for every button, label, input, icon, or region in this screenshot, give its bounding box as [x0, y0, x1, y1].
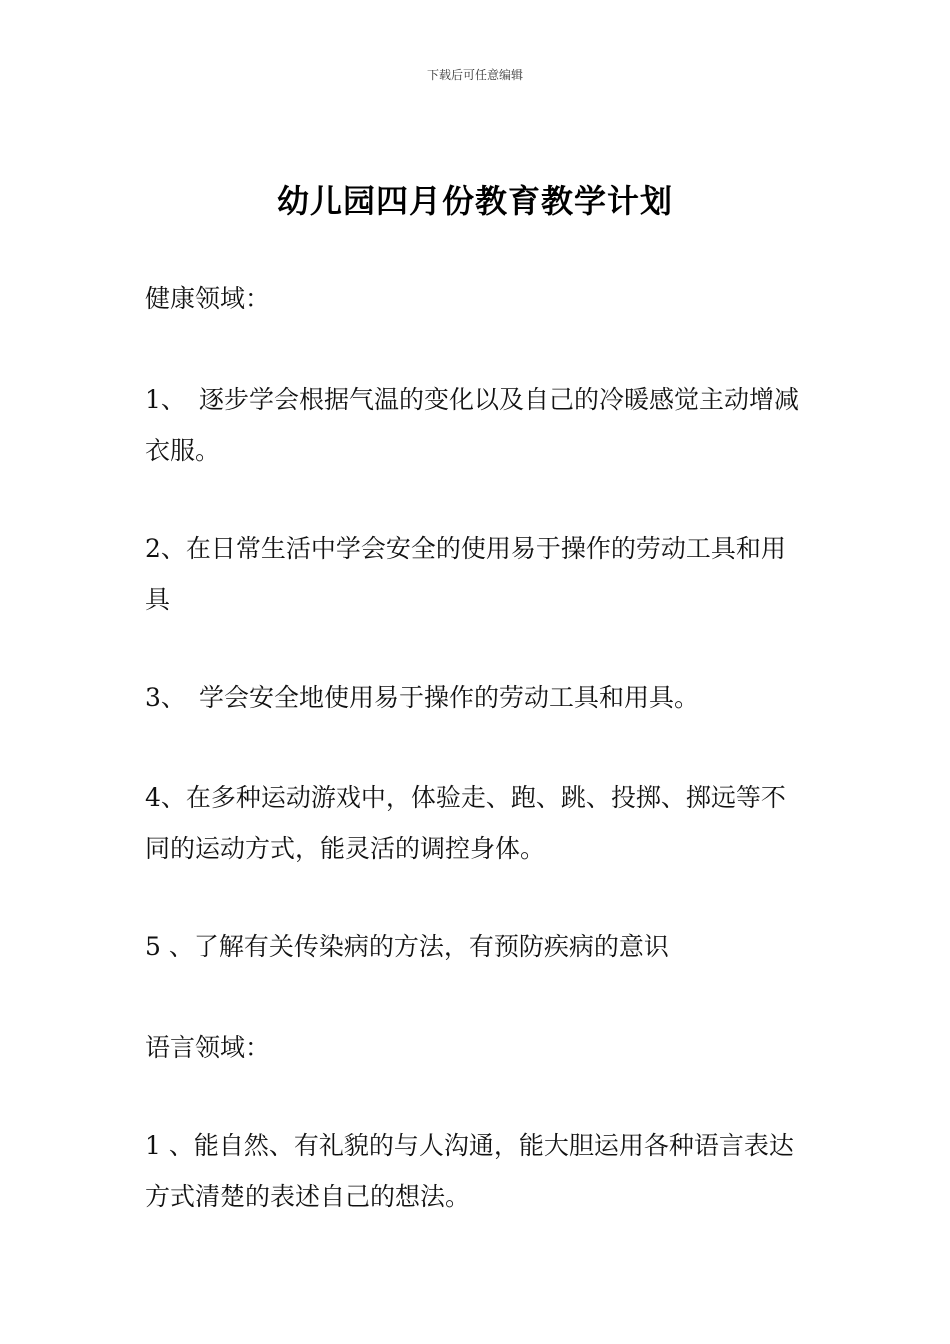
list-item — [145, 921, 810, 972]
list-item — [145, 772, 810, 874]
item-text: 在多种运动游戏中，体验走、跑、跳、投掷、掷远等不同的运动方式，能灵活的调控身体。 — [145, 783, 786, 863]
list-item — [145, 523, 810, 625]
item-text: 学会安全地使用易于操作的劳动工具和用具。 — [199, 683, 700, 712]
item-number: 2、 — [145, 534, 186, 563]
item-number: 4、 — [145, 783, 186, 812]
item-number: 1、 — [145, 385, 186, 414]
list-item — [145, 374, 810, 476]
page-title: 幼儿园四月份教育教学计划 — [276, 182, 673, 220]
item-text: 在日常生活中学会安全的使用易于操作的劳动工具和用具 — [145, 534, 786, 614]
section-heading-health: 健康领域： — [145, 284, 271, 313]
item-text: 逐步学会根据气温的变化以及自己的冷暖感觉主动增减衣服。 — [145, 385, 800, 465]
list-item — [145, 672, 810, 723]
section-heading-language: 语言领域： — [145, 1033, 271, 1062]
item-number: 3、 — [145, 683, 186, 712]
item-text: 能自然、有礼貌的与人沟通，能大胆运用各种语言表达方式清楚的表述自己的想法。 — [145, 1131, 794, 1211]
header-note: 下载后可任意编辑 — [426, 68, 523, 82]
item-text: 了解有关传染病的方法，有预防疾病的意识 — [193, 932, 669, 961]
list-item — [145, 1120, 810, 1222]
item-number: 1 、 — [145, 1131, 194, 1160]
item-number: 5 、 — [145, 932, 194, 961]
